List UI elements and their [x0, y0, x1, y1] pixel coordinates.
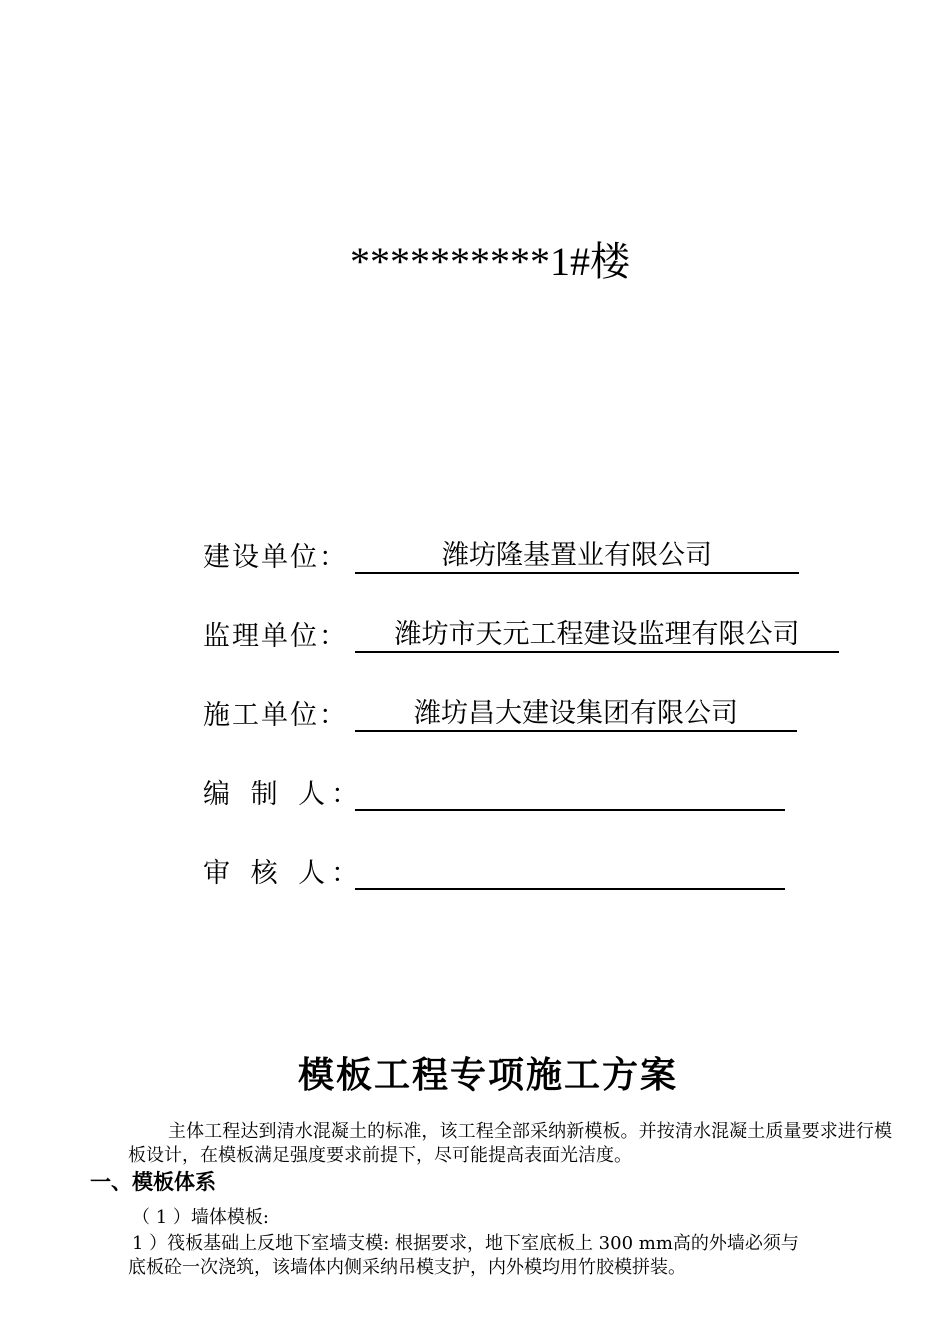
building-title: **********1#楼: [350, 239, 630, 284]
field-value: [355, 777, 785, 811]
field-label: 施工单位：: [203, 700, 348, 731]
field-value: 潍坊昌大建设集团有限公司: [355, 698, 797, 732]
field-value: [355, 856, 785, 890]
section-heading: 一、模板体系: [90, 1169, 216, 1194]
main-title: 模板工程专项施工方案: [297, 1054, 678, 1096]
field-label: 建设单位：: [203, 542, 348, 573]
field-label: 审 核 人：: [203, 858, 365, 889]
list-item: 底板砼一次浇筑，该墙体内侧采纳吊模支护，内外模均用竹胶模拼装。: [128, 1257, 686, 1278]
field-label: 监理单位：: [203, 621, 348, 652]
intro-paragraph: 主体工程达到清水混凝土的标准，该工程全部采纳新模板。并按清水混凝土质量要求进行模板设计，在模板满足强度要求前提下，尽可能提高表面光洁度。: [128, 1121, 892, 1166]
field-value: 潍坊市天元工程建设监理有限公司: [355, 619, 839, 653]
list-item: 1 ）筏板基础上反地下室墙支模: 根据要求，地下室底板上 300 mm高的外墙必须与: [132, 1233, 799, 1254]
field-label: 编 制 人：: [203, 779, 365, 810]
field-value: 潍坊隆基置业有限公司: [355, 540, 799, 574]
list-item: （ 1 ）墙体模板:: [132, 1207, 269, 1228]
